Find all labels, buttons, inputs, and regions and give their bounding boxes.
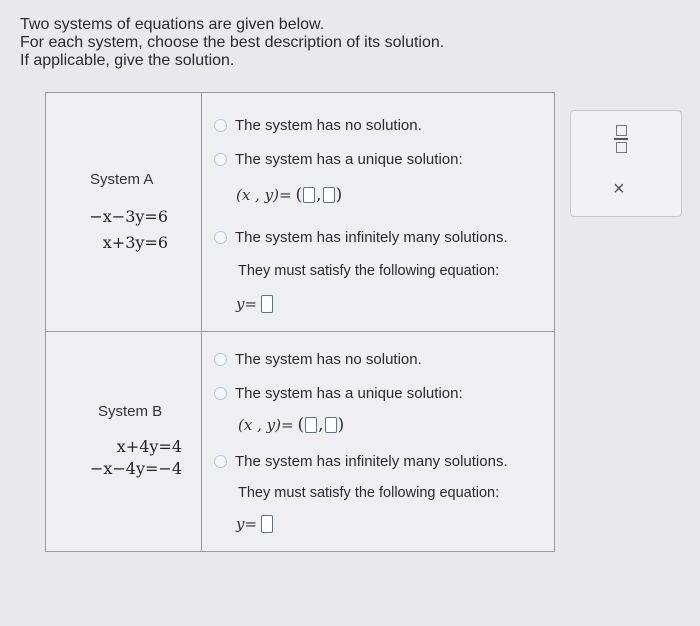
system-a-close-paren: )	[335, 185, 343, 205]
system-a-radio-unique[interactable]	[214, 153, 227, 166]
system-b-option-no-solution-label[interactable]: The system has no solution.	[235, 351, 422, 368]
instructions	[20, 16, 540, 70]
system-b-equation-2: −x−4y=−4	[89, 459, 182, 478]
table-divider-vertical	[201, 93, 202, 551]
system-a-option-unique[interactable]	[214, 151, 463, 168]
system-b-radio-unique[interactable]	[214, 387, 227, 400]
system-b-close-paren: )	[337, 415, 345, 435]
fraction-icon[interactable]	[614, 125, 628, 153]
system-a-comma: ,	[316, 185, 322, 205]
system-b-option-infinite[interactable]	[214, 453, 508, 470]
system-a-radio-infinite[interactable]	[214, 231, 227, 244]
system-a-equation-2: x+3y=6	[102, 233, 168, 252]
systems-table	[45, 92, 555, 552]
system-a-y-row	[236, 295, 273, 313]
fraction-denominator-box	[616, 142, 627, 153]
system-a-label: System A	[90, 171, 154, 188]
fraction-numerator-box	[616, 125, 627, 136]
system-b-y-label: y=	[236, 515, 258, 533]
system-b-x-input[interactable]	[305, 417, 317, 433]
system-a-open-paren: (	[295, 185, 303, 205]
fraction-bar	[614, 138, 628, 140]
system-a-option-infinite-label[interactable]: The system has infinitely many solutions.	[235, 229, 508, 246]
system-a-option-no-solution[interactable]	[214, 117, 422, 134]
instruction-line-3: If applicable, give the solution.	[20, 52, 235, 69]
system-b-option-unique-label[interactable]: The system has a unique solution:	[235, 385, 463, 402]
system-b-option-no-solution[interactable]	[214, 351, 422, 368]
system-a-x-input[interactable]	[303, 187, 315, 203]
system-a-equation-1: −x−3y=6	[89, 207, 168, 226]
system-b-option-infinite-label[interactable]: The system has infinitely many solutions.	[235, 453, 508, 470]
tool-panel	[570, 110, 682, 217]
system-a-xy-label: (x , y)=	[236, 186, 292, 204]
system-b-radio-infinite[interactable]	[214, 455, 227, 468]
system-b-y-row	[236, 515, 273, 533]
system-a-y-label: y=	[236, 295, 258, 313]
system-b-equation-1: x+4y=4	[116, 437, 182, 456]
system-b-label: System B	[98, 403, 163, 420]
system-b-radio-no-solution[interactable]	[214, 353, 227, 366]
system-a-option-no-solution-label[interactable]: The system has no solution.	[235, 117, 422, 134]
table-divider-horizontal	[46, 331, 554, 332]
system-b-comma: ,	[318, 415, 324, 435]
system-b-open-paren: (	[297, 415, 305, 435]
system-a-must-satisfy: They must satisfy the following equation:	[238, 263, 500, 279]
system-b-y-input[interactable]	[325, 417, 337, 433]
system-b-y-equation-input[interactable]	[261, 515, 273, 533]
system-b-xy-label: (x , y)=	[238, 416, 294, 434]
system-a-option-infinite[interactable]	[214, 229, 508, 246]
instruction-line-1: Two systems of equations are given below.	[20, 16, 325, 33]
system-a-xy-row	[236, 185, 342, 205]
system-a-radio-no-solution[interactable]	[214, 119, 227, 132]
system-a-y-input[interactable]	[323, 187, 335, 203]
instruction-line-2: For each system, choose the best description of its solution.	[20, 34, 445, 51]
system-b-option-unique[interactable]	[214, 385, 463, 402]
system-b-xy-row	[238, 415, 344, 435]
system-a-option-unique-label[interactable]: The system has a unique solution:	[235, 151, 463, 168]
close-icon[interactable]: ×	[613, 178, 625, 200]
system-a-y-equation-input[interactable]	[261, 295, 273, 313]
system-b-must-satisfy: They must satisfy the following equation:	[238, 485, 500, 501]
system-a-xy-pair	[296, 185, 343, 205]
system-b-xy-pair	[298, 415, 345, 435]
